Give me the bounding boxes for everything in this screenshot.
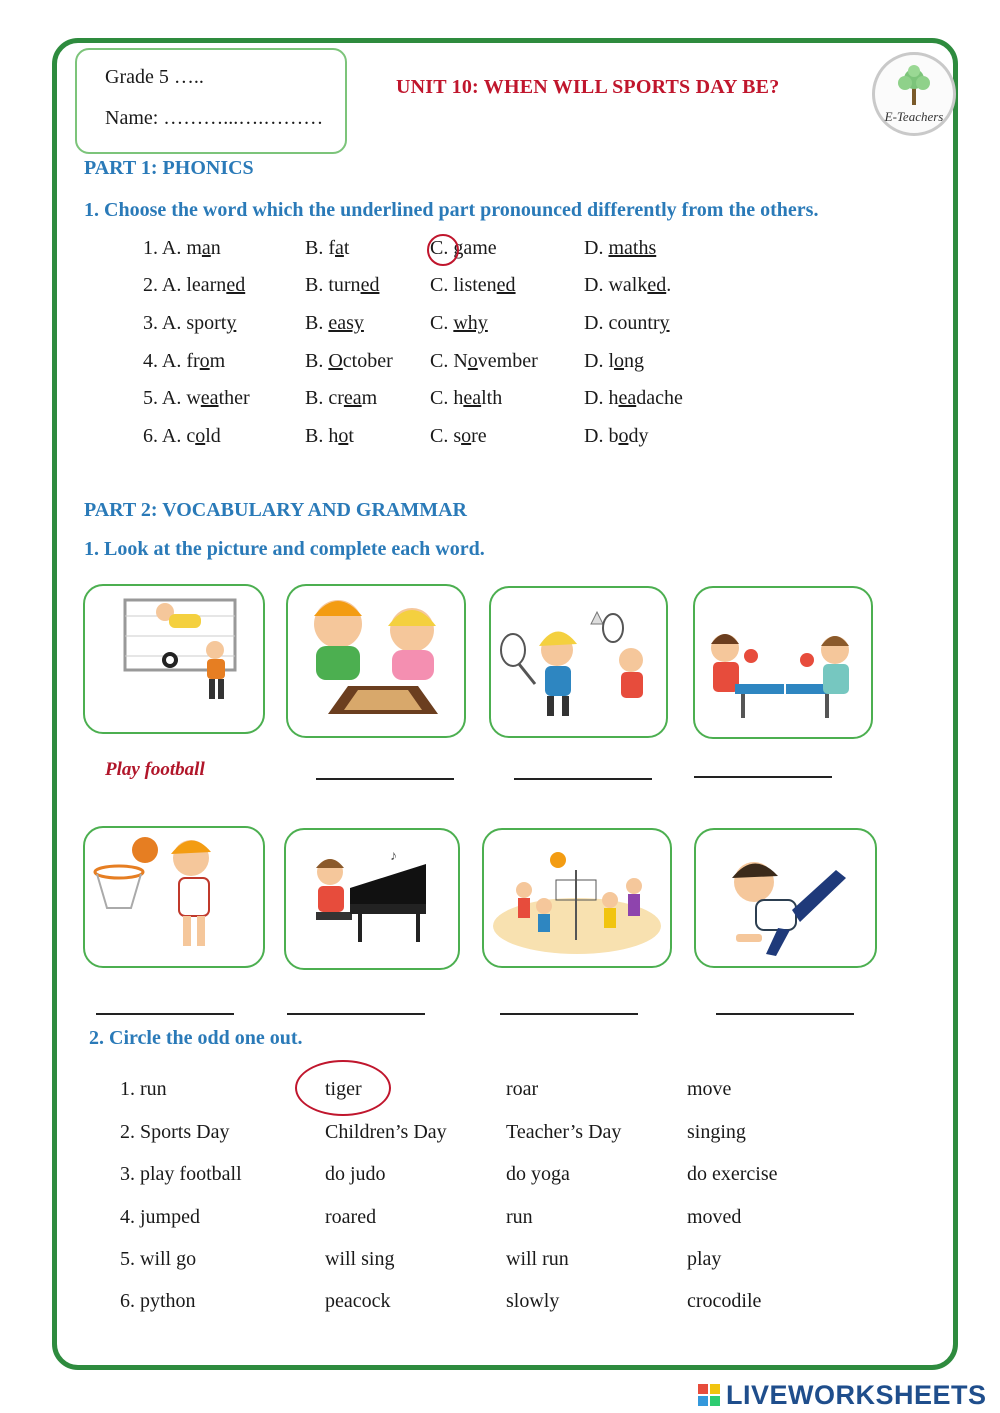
odd-word[interactable]: run (506, 1206, 533, 1228)
badminton-icon (491, 588, 666, 736)
option-a[interactable] (143, 274, 245, 297)
option-c[interactable] (430, 312, 488, 335)
option-text: dache (636, 387, 683, 409)
option-text: ame (463, 237, 497, 259)
underlined-part: ed (496, 274, 516, 296)
option-text: D. countr (584, 312, 660, 334)
liveworksheets-logo-icon (698, 1384, 720, 1406)
underlined-part: why (453, 312, 488, 334)
option-d[interactable] (584, 425, 648, 448)
option-text: B. (305, 312, 329, 334)
option-text: dy (628, 425, 649, 447)
odd-word[interactable]: tiger (325, 1078, 362, 1100)
option-a[interactable] (143, 387, 250, 410)
option-text: D. b (584, 425, 619, 447)
option-c[interactable] (430, 350, 538, 373)
underlined-part: o (338, 425, 349, 447)
option-text: vember (477, 350, 538, 372)
odd-word[interactable]: play (687, 1248, 722, 1270)
option-a[interactable] (143, 237, 221, 260)
option-text: B. (305, 350, 329, 372)
option-text: C. (430, 312, 454, 334)
logo-text: E-Teachers (884, 109, 944, 124)
part1-instruction: 1. Choose the word which the underlined part pronounced differently from the others. (84, 199, 819, 221)
part2-instruction1: 1. Look at the picture and complete each word. (84, 538, 485, 560)
part1-heading: PART 1: PHONICS (84, 157, 254, 179)
underlined-part: o (199, 350, 210, 372)
option-b[interactable] (305, 237, 349, 260)
picture-basketball (83, 826, 265, 968)
underlined-part: a (335, 237, 344, 259)
student-info-box (75, 48, 347, 154)
example-answer: Play football (105, 759, 205, 780)
volleyball-icon (484, 830, 670, 966)
option-d[interactable] (584, 274, 671, 297)
option-c[interactable] (430, 425, 487, 448)
odd-word[interactable]: Children’s Day (325, 1121, 447, 1143)
basketball-icon (85, 828, 263, 966)
odd-word: 6. python (120, 1290, 196, 1312)
odd-word[interactable]: do judo (325, 1163, 386, 1185)
underlined-part: ea (200, 387, 219, 409)
underlined-part: g (453, 237, 464, 259)
option-text: B. turn (305, 274, 361, 296)
option-c[interactable] (430, 274, 516, 297)
underlined-part: y (226, 312, 237, 334)
option-text: n (210, 237, 221, 259)
option-d[interactable] (584, 237, 656, 260)
odd-word[interactable]: slowly (506, 1290, 560, 1312)
option-text: m (209, 350, 226, 372)
option-text: C. listen (430, 274, 497, 296)
svg-text:♪: ♪ (390, 849, 397, 864)
option-text: ld (205, 425, 221, 447)
picture-martial-arts (694, 828, 877, 968)
answer-blank-5[interactable] (96, 1013, 234, 1015)
option-b[interactable] (305, 274, 379, 297)
odd-word[interactable]: moved (687, 1206, 742, 1228)
underlined-part: y (659, 312, 670, 334)
option-text: m (361, 387, 378, 409)
option-text: ng (624, 350, 644, 372)
option-text: 1. A. m (143, 237, 202, 259)
answer-circle-q1 (427, 234, 459, 266)
option-text: D. h (584, 387, 619, 409)
odd-word: 3. play football (120, 1163, 242, 1185)
option-text: t (343, 237, 350, 259)
underlined-part: ea (618, 387, 637, 409)
option-text: D. l (584, 350, 614, 372)
underlined-part: easy (328, 312, 364, 334)
underlined-part: o (467, 350, 478, 372)
answer-blank-7[interactable] (500, 1013, 638, 1015)
option-text: ctober (342, 350, 393, 372)
option-text: D. walk (584, 274, 648, 296)
option-text: C. N (430, 350, 468, 372)
picture-badminton (489, 586, 668, 738)
e-teachers-logo (872, 52, 956, 136)
underlined-part: ed (360, 274, 380, 296)
odd-word: 4. jumped (120, 1206, 200, 1228)
underlined-part: O (328, 350, 343, 372)
piano-icon (286, 830, 458, 968)
odd-word[interactable]: roared (325, 1206, 377, 1228)
odd-word: 2. Sports Day (120, 1121, 230, 1143)
odd-word[interactable]: singing (687, 1121, 746, 1143)
option-text: lth (481, 387, 503, 409)
odd-word: 1. run (120, 1078, 167, 1100)
underlined-part: ea (343, 387, 362, 409)
option-text: 4. A. fr (143, 350, 200, 372)
underlined-part: ed (226, 274, 246, 296)
option-text: ther (218, 387, 250, 409)
name-label: Name: ………...….……… (105, 107, 324, 129)
part2-heading: PART 2: VOCABULARY AND GRAMMAR (84, 499, 467, 521)
odd-word[interactable]: do exercise (687, 1163, 778, 1185)
option-a[interactable] (143, 350, 225, 373)
odd-word[interactable]: will sing (325, 1248, 395, 1270)
option-text: t (348, 425, 354, 447)
option-text: 5. A. w (143, 387, 201, 409)
option-b[interactable] (305, 425, 354, 448)
odd-word[interactable]: do yoga (506, 1163, 570, 1185)
part2-instruction2: 2. Circle the odd one out. (89, 1027, 303, 1049)
grade-label: Grade 5 ….. (105, 66, 204, 88)
odd-word[interactable]: peacock (325, 1290, 391, 1312)
option-text: B. cr (305, 387, 344, 409)
option-text: B. h (305, 425, 339, 447)
option-text: C. h (430, 387, 464, 409)
odd-word: 5. will go (120, 1248, 197, 1270)
answer-blank-6[interactable] (287, 1013, 425, 1015)
underlined-part: o (461, 425, 472, 447)
table-tennis-icon (695, 588, 871, 737)
option-b[interactable] (305, 387, 377, 410)
underlined-part: o (195, 425, 206, 447)
option-c[interactable] (430, 387, 502, 410)
kick-icon (696, 830, 875, 966)
option-text: D. (584, 237, 609, 259)
option-text: B. f (305, 237, 335, 259)
odd-word[interactable]: crocodile (687, 1290, 762, 1312)
option-b[interactable] (305, 312, 364, 335)
underlined-part: o (614, 350, 624, 372)
option-text: C. (430, 237, 454, 259)
option-d[interactable] (584, 387, 683, 410)
underlined-part: ed (647, 274, 667, 296)
picture-chess (286, 584, 466, 738)
liveworksheets-brand: LIVEWORKSHEETS (726, 1380, 987, 1410)
odd-word[interactable]: will run (506, 1248, 569, 1270)
underlined-part: a (201, 237, 211, 259)
answer-circle-odd1 (295, 1060, 391, 1116)
option-text: 3. A. sport (143, 312, 227, 334)
option-text: C. s (430, 425, 462, 447)
underlined-part: o (618, 425, 629, 447)
option-d[interactable] (584, 350, 644, 373)
picture-table-tennis (693, 586, 873, 739)
option-text: 2. A. learn (143, 274, 227, 296)
unit-title: UNIT 10: WHEN WILL SPORTS DAY BE? (396, 76, 780, 98)
option-text: . (666, 274, 672, 296)
option-a[interactable] (143, 312, 236, 335)
odd-word[interactable]: Teacher’s Day (506, 1121, 622, 1143)
option-text: re (471, 425, 487, 447)
picture-piano (284, 828, 460, 970)
football-icon (85, 586, 263, 732)
odd-word[interactable]: move (687, 1078, 732, 1100)
underlined-part: ea (463, 387, 482, 409)
answer-blank-3[interactable] (514, 778, 652, 780)
option-a[interactable] (143, 425, 221, 448)
picture-beach-volleyball (482, 828, 672, 968)
option-b[interactable] (305, 350, 393, 373)
underlined-part: maths (608, 237, 657, 259)
answer-blank-8[interactable] (716, 1013, 854, 1015)
chess-icon (288, 586, 464, 736)
picture-football (83, 584, 265, 734)
option-text: 6. A. c (143, 425, 196, 447)
odd-word[interactable]: roar (506, 1078, 539, 1100)
answer-blank-2[interactable] (316, 778, 454, 780)
answer-blank-4[interactable] (694, 776, 832, 778)
option-d[interactable] (584, 312, 670, 335)
